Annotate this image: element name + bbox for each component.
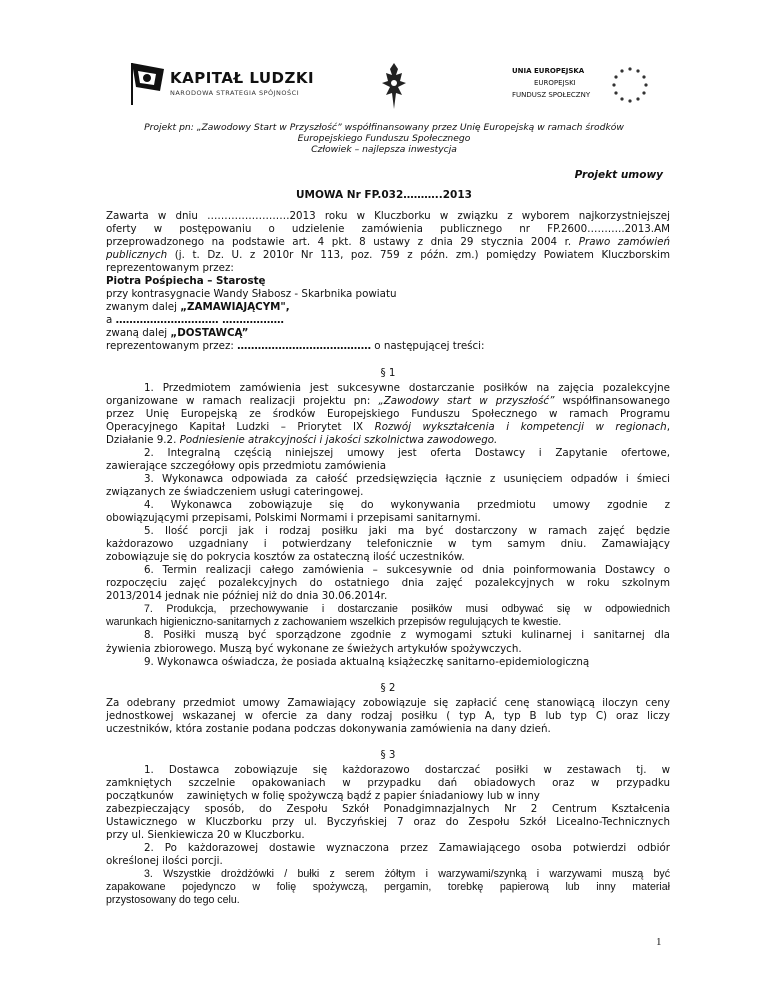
document-body [106,210,670,907]
eu-logo [512,63,662,113]
paragraph-line: przy ul. Sienkiewicza 20 w Kluczborku. [106,829,305,842]
eu-stars-icon [608,63,652,107]
intro-line: a ………………………… ……………… [106,314,284,327]
paragraph-line: 4. Wykonawca zobowiązuje się do wykonywania przedmiotu umowy zgodnie z [144,498,670,511]
intro-line: zwaną dalej „DOSTAWCĄ” [106,327,249,340]
paragraph-line: 6. Termin realizacji całego zamówienia – sukcesywnie od dnia poinformowania Dostawcy o [144,564,670,577]
paragraph-line: uczestników, która zostanie podana podczas dokonywania zamówienia na dany dzień. [106,722,551,735]
intro-line: oferty w postępowaniu o udzielenie zamówienia publicznego nr FP.2600………..2013.AM [106,223,670,236]
eu-line-2: EUROPEJSKI [534,79,576,87]
paragraph-line: początkunów zawiniętych w folię spożywczą bądź z papier śniadaniowy lub w inny [106,789,540,802]
paragraph-line: zamkniętych szczelnie opakowaniach w przypadku dań obiadowych oraz w przypadku [106,776,670,789]
intro-line: reprezentowanym przez: [106,262,234,275]
kapital-ludzki-title: KAPITAŁ LUDZKI [170,69,315,87]
paragraph-line: rozpoczęciu zajęć pozalekcyjnych do ostatniego dnia zajęć pozalekcyjnych w roku szkolnym [106,577,670,590]
paragraph-line: Ustawicznego w Kluczborku przy ul. Byczyńskiej 7 oraz do Zespołu Szkół Licealno-Technicznych [106,816,670,829]
paragraph-line: 3. Wykonawca odpowiada za całość przedsięwzięcia łącznie z usunięciem odpadów i śmieci [144,472,670,485]
starosta-name: Piotra Pośpiecha – Starostę [106,275,266,288]
paragraph-line: 8. Posiłki muszą być sporządzone zgodnie z wymogami sztuki kulinarnej i sanitarnej dla [144,629,670,642]
kapital-ludzki-subtitle: NARODOWA STRATEGIA SPÓJNOŚCI [170,89,300,97]
intro-line: przeprowadzonego na podstawie art. 4 pkt. 8 ustawy z dnia 29 stycznia 2004 r. Prawo zamówień [106,236,670,249]
intro-line: reprezentowanym przez: ………………………………… o następującej treści: [106,340,485,353]
paragraph-line: 2. Integralną częścią niniejszej umowy jest oferta Dostawcy i Zapytanie ofertowe, [144,446,670,459]
paragraph-line: zabezpieczający sposób, do Zespołu Szkół Ponadgimnazjalnych Nr 2 Centrum Kształcenia [106,802,670,815]
paragraph-line: warunkach higieniczno-sanitarnych z zachowaniem wszelkich przepisów regulujących te kwestie. [106,616,562,629]
document-title: UMOWA Nr FP.032………..2013 [296,189,472,201]
header-logos [0,55,768,120]
paragraph-line: zapakowane pojedynczo w folię spożywczą, pergamin, torebkę papierową lub inny materiał [106,881,670,894]
kapital-ludzki-logo [130,55,350,115]
projekt-umowy-label: Projekt umowy [574,169,663,181]
eu-line-3: FUNDUSZ SPOŁECZNY [512,91,591,99]
page-number: 1 [656,936,662,948]
paragraph-line: związanych ze świadczeniem usługi cateringowej. [106,485,364,498]
paragraph-line: 2. Po każdorazowej dostawie wyznaczona przez Zamawiającego osoba potwierdzi odbiór [144,842,670,855]
paragraph-line: określonej ilości porcji. [106,855,223,868]
paragraph-line: każdorazowo uzgadniany i potwierdzany telefonicznie w tym samym dniu. Zamawiający [106,538,670,551]
paragraph-line: Za odebrany przedmiot umowy Zamawiający zobowiązuje się zapłacić cenę stanowiącą iloczyn ceny [106,696,670,709]
project-line: Europejskiego Funduszu Społecznego [297,133,471,144]
section-heading: § 2 [380,681,396,694]
paragraph-line: 1. Dostawca zobowiązuje się każdorazowo dostarczać posiłki w zestawach tj. w [144,763,670,776]
paragraph-line: organizowane w ramach realizacji projektu pn: „Zawodowy start w przyszłość” współfinansowanego [106,394,670,407]
project-line: Projekt pn: „Zawodowy Start w Przyszłość” współfinansowany przez Unię Europejską w ramach środków [144,122,624,133]
intro-line: przy kontrasygnacie Wandy Słabosz - Skarbnika powiatu [106,288,397,301]
paragraph-line: żywienia zbiorowego. Muszą być wykonane ze świeżych artykułów spożywczych. [106,642,522,655]
paragraph-line: 5. Ilość porcji jak i rodzaj posiłku jaki ma być dostarczony w ramach zajęć będzie [144,525,670,538]
paragraph-line: zobowiązuje się do pokrycia kosztów za ostateczną ilość uczestników. [106,551,465,564]
intro-line: publicznych (j. t. Dz. U. z 2010r Nr 113, poz. 759 z późn. zm.) pomiędzy Powiatem Kluczborskim [106,249,670,262]
paragraph-line: obowiązującymi przepisami, Polskimi Normami i przepisami sanitarnymi. [106,512,481,525]
paragraph-line: zawierające szczegółowy opis przedmiotu zamówienia [106,459,387,472]
kapital-ludzki-flag-icon [130,61,166,107]
paragraph-line: 3. Wszystkie drożdżówki / bułki z serem żółtym i warzywami/szynką i warzywami muszą być [144,868,670,881]
paragraph-line: 2013/2014 jednak nie później niż do dnia 30.06.2014r. [106,590,388,603]
paragraph-line: przystosowany do tego celu. [106,894,240,907]
coat-of-arms-icon [380,61,408,111]
section-heading: § 3 [380,748,396,761]
project-header [100,122,668,155]
paragraph-line: 9. Wykonawca oświadcza, że posiada aktualną książeczkę sanitarno-epidemiologiczną [144,655,590,668]
paragraph-line: jednostkowej wskazanej w ofercie za dany rodzaj posiłku ( typ A, typ B lub typ C) oraz liczy [106,709,670,722]
paragraph-line: Operacyjnego Kapitał Ludzki – Priorytet IX Rozwój wykształcenia i kompetencji w regionach, [106,420,670,433]
eu-line-1: UNIA EUROPEJSKA [512,67,585,75]
project-line: Człowiek – najlepsza inwestycja [311,144,457,155]
intro-line: zwanym dalej „ZAMAWIAJĄCYM", [106,301,290,314]
paragraph-line: przez Unię Europejską ze środków Europejskiego Funduszu Społecznego w ramach Programu [106,407,670,420]
section-heading: § 1 [380,366,396,379]
intro-line: Zawarta w dniu ……………………2013 roku w Kluczborku w związku z wyborem najkorzystniejszej [106,210,670,222]
paragraph-line: Działanie 9.2. Podniesienie atrakcyjności i jakości szkolnictwa zawodowego. [106,433,498,446]
paragraph-line: 7. Produkcja, przechowywanie i dostarczanie posiłków musi odbywać się w odpowiednich [144,603,670,616]
paragraph-line: 1. Przedmiotem zamówienia jest sukcesywne dostarczanie posiłków na zajęcia pozalekcyjne [144,381,670,394]
